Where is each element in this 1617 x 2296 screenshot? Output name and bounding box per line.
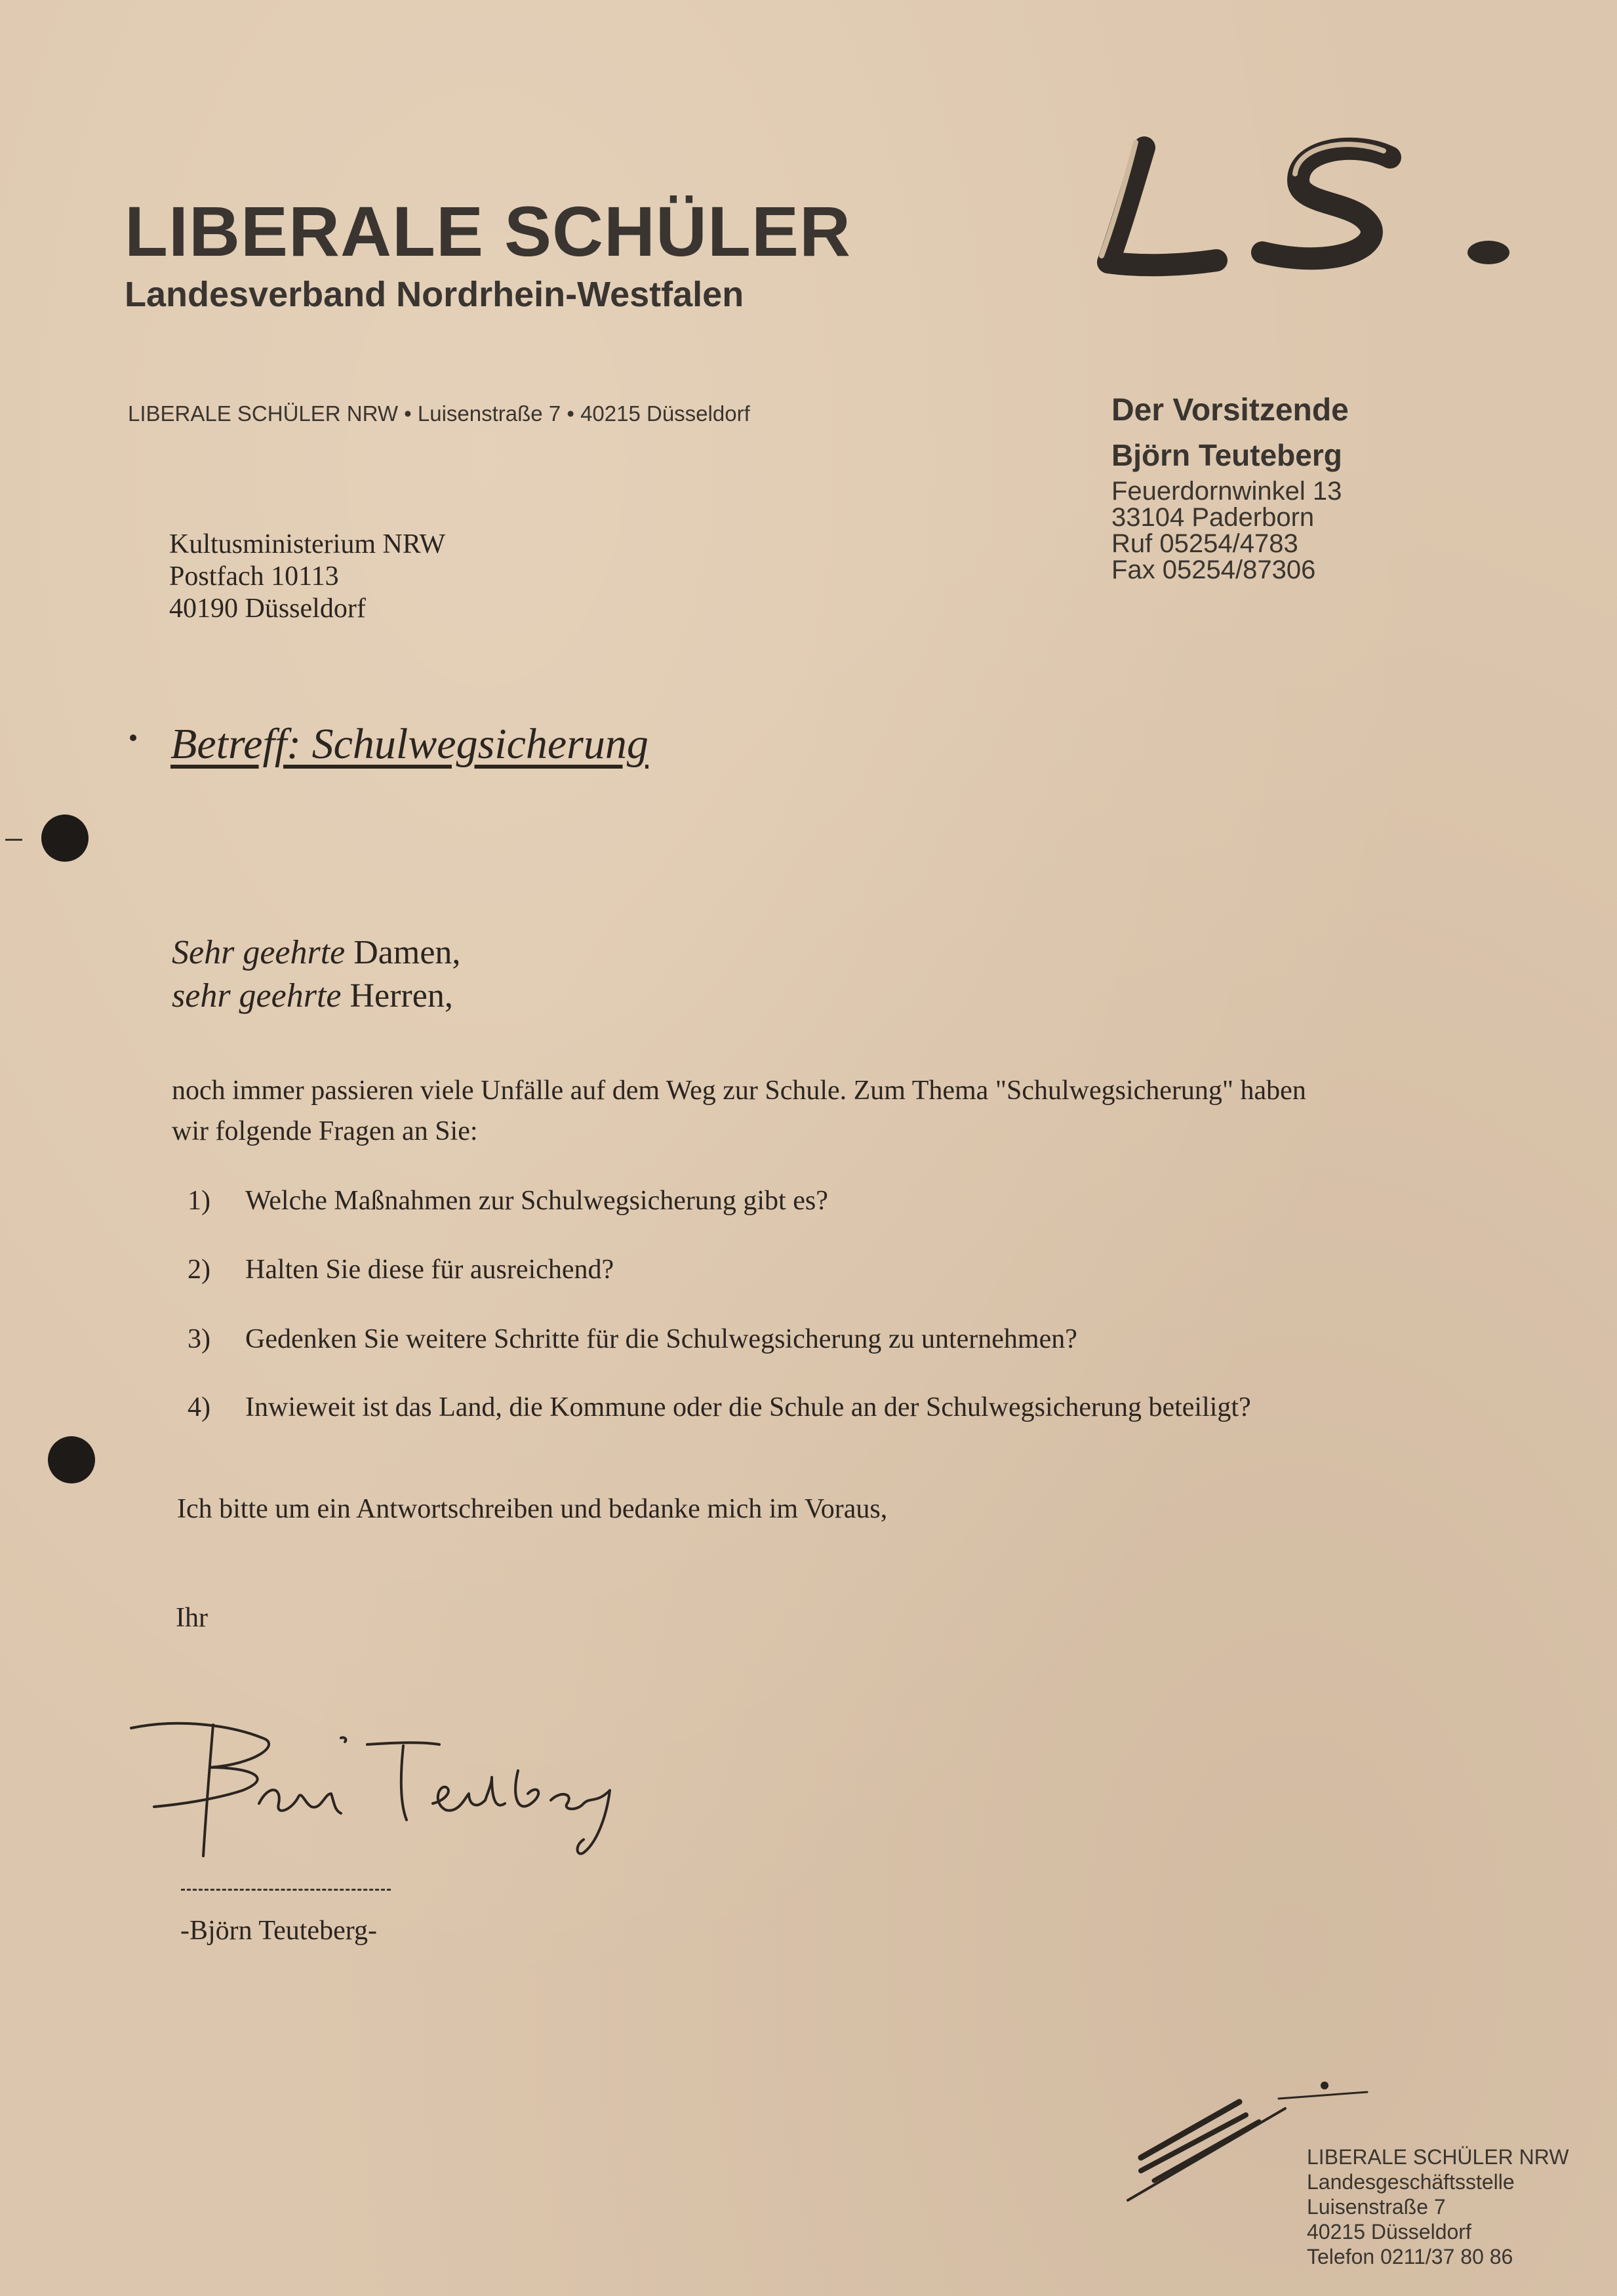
- chair-street: Feuerdornwinkel 13: [1111, 477, 1342, 506]
- chair-city: 33104 Paderborn: [1111, 503, 1315, 532]
- chair-info: [1111, 392, 1349, 583]
- question-number: 2): [188, 1255, 210, 1285]
- question-number: 1): [188, 1186, 210, 1216]
- salutation-italic: sehr geehrte: [172, 977, 342, 1015]
- recipient-address: [169, 529, 445, 625]
- chair-phone: Ruf 05254/4783: [1111, 529, 1298, 558]
- intro-line: noch immer passieren viele Unfälle auf dem Weg zur Schule. Zum Thema "Schulwegsicherung" haben: [172, 1076, 1306, 1106]
- footer-line: Luisenstraße 7: [1307, 2195, 1446, 2219]
- footer-line: 40215 Düsseldorf: [1307, 2220, 1471, 2244]
- footer-line: Landesgeschäftsstelle: [1307, 2170, 1515, 2194]
- recipient-line: Postfach 10113: [169, 561, 339, 592]
- punch-hole: [41, 815, 89, 862]
- question-text: Halten Sie diese für ausreichend?: [245, 1255, 614, 1285]
- question-number: 3): [188, 1324, 210, 1354]
- chair-name: Björn Teuteberg: [1111, 438, 1342, 472]
- closing-line: Ich bitte um ein Antwortschreiben und bedanke mich im Voraus,: [177, 1494, 888, 1524]
- ls-logo-icon: [1082, 121, 1528, 298]
- question-text: Gedenken Sie weitere Schritte für die Schulwegsicherung zu unternehmen?: [245, 1324, 1077, 1354]
- footer-address: [1307, 2145, 1569, 2269]
- question-item: [188, 1323, 1077, 1355]
- sender-address-line: LIBERALE SCHÜLER NRW • Luisenstraße 7 • 40215 Düsseldorf: [128, 401, 750, 426]
- signature-dash-line: [181, 1889, 391, 1891]
- recipient-line: 40190 Düsseldorf: [169, 594, 366, 624]
- sign-off: Ihr: [176, 1603, 208, 1633]
- question-item: [188, 1185, 828, 1217]
- chair-role: Der Vorsitzende: [1111, 393, 1349, 428]
- subject-line: Betreff: Schulwegsicherung: [170, 720, 649, 768]
- footer-line: Telefon 0211/37 80 86: [1307, 2245, 1513, 2268]
- org-subtitle: Landesverband Nordrhein-Westfalen: [125, 275, 744, 314]
- salutation-text: Herren,: [341, 977, 453, 1015]
- punch-hole: [48, 1436, 95, 1483]
- recipient-line: Kultusministerium NRW: [169, 529, 446, 559]
- footer-line: LIBERALE SCHÜLER NRW: [1307, 2145, 1569, 2169]
- question-number: 4): [188, 1392, 210, 1422]
- chair-fax: Fax 05254/87306: [1111, 555, 1316, 584]
- intro-line: wir folgende Fragen an Sie:: [172, 1116, 478, 1146]
- fold-mark: [5, 839, 22, 841]
- signature-name: -Björn Teuteberg-: [180, 1916, 377, 1946]
- salutation-italic: Sehr geehrte: [172, 934, 346, 971]
- question-item: [188, 1254, 614, 1285]
- salutation-text: Damen,: [345, 934, 461, 971]
- question-item: [188, 1392, 1251, 1423]
- salutation: [172, 931, 460, 1018]
- question-text: Welche Maßnahmen zur Schulwegsicherung gibt es?: [245, 1186, 828, 1216]
- bullet-mark: [130, 735, 136, 741]
- intro-paragraph: [172, 1070, 1483, 1152]
- question-text: Inwieweit ist das Land, die Kommune oder die Schule an der Schulwegsicherung beteiligt?: [245, 1392, 1251, 1422]
- org-name: LIBERALE SCHÜLER: [125, 191, 852, 271]
- handwritten-signature-icon: [125, 1705, 649, 1876]
